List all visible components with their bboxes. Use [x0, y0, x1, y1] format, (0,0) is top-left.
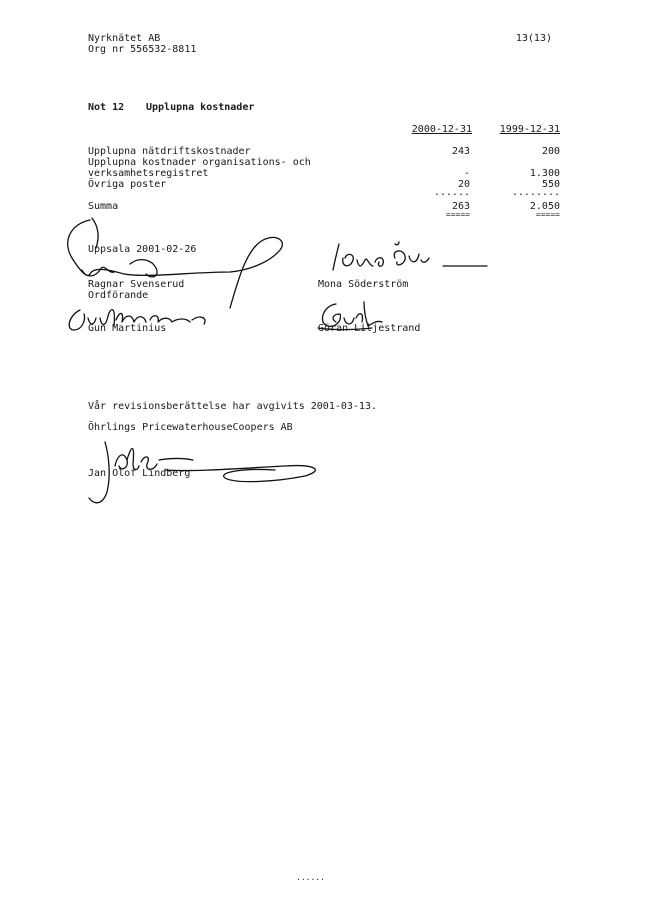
row-value-2000: - — [463, 168, 470, 179]
row-value-1999: 1.300 — [529, 168, 560, 179]
row-label: Upplupna nätdriftskostnader — [88, 146, 251, 157]
footer-mark: ...... — [296, 873, 325, 882]
row-label: Övriga poster — [88, 179, 167, 190]
signature-mona-soderstrom — [325, 238, 495, 278]
audit-firm: Öhrlings PricewaterhouseCoopers AB — [88, 422, 293, 433]
row-value-2000: 20 — [457, 179, 470, 190]
page-number: 13(13) — [515, 33, 552, 44]
signature-gun-martinius — [60, 296, 220, 338]
signature-goran-liljestrand — [312, 296, 392, 336]
row-value-1999: 550 — [541, 179, 560, 190]
place-date: Uppsala 2001-02-26 — [88, 244, 197, 255]
sum-double-rule: ===== — [535, 210, 560, 219]
signer-role: Ordförande — [88, 290, 149, 301]
signer-name: Ragnar Svenserud — [88, 279, 185, 290]
sum-double-rule: ===== — [445, 210, 470, 219]
sum-label: Summa — [88, 201, 119, 212]
company-name: Nyrknätet AB — [88, 33, 161, 44]
column-header-2000: 2000-12-31 — [411, 124, 472, 135]
signer-name: Gun Martinius — [88, 323, 167, 334]
row-label: Upplupna kostnader organisations- och — [88, 157, 311, 168]
org-number: Org nr 556532-8811 — [88, 44, 197, 55]
subtotal-rule: ...... — [433, 187, 470, 198]
signer-name: Göran Liljestrand — [318, 323, 421, 334]
note-title: Upplupna kostnader — [146, 102, 255, 113]
subtotal-rule: ........ — [511, 187, 560, 198]
column-header-1999: 1999-12-31 — [499, 124, 560, 135]
auditor-name: Jan Olof Lindberg — [88, 468, 191, 479]
signer-name: Mona Söderström — [318, 279, 409, 290]
row-value-2000: 243 — [451, 146, 470, 157]
row-label: verksamhetsregistret — [88, 168, 209, 179]
sum-value-2000: 263 — [451, 201, 470, 212]
row-value-1999: 200 — [541, 146, 560, 157]
note-number: Not 12 — [88, 102, 125, 113]
signature-jan-olof-lindberg — [75, 436, 335, 516]
sum-value-1999: 2.050 — [529, 201, 560, 212]
audit-statement: Vår revisionsberättelse har avgivits 2001-03-13. — [88, 401, 377, 412]
